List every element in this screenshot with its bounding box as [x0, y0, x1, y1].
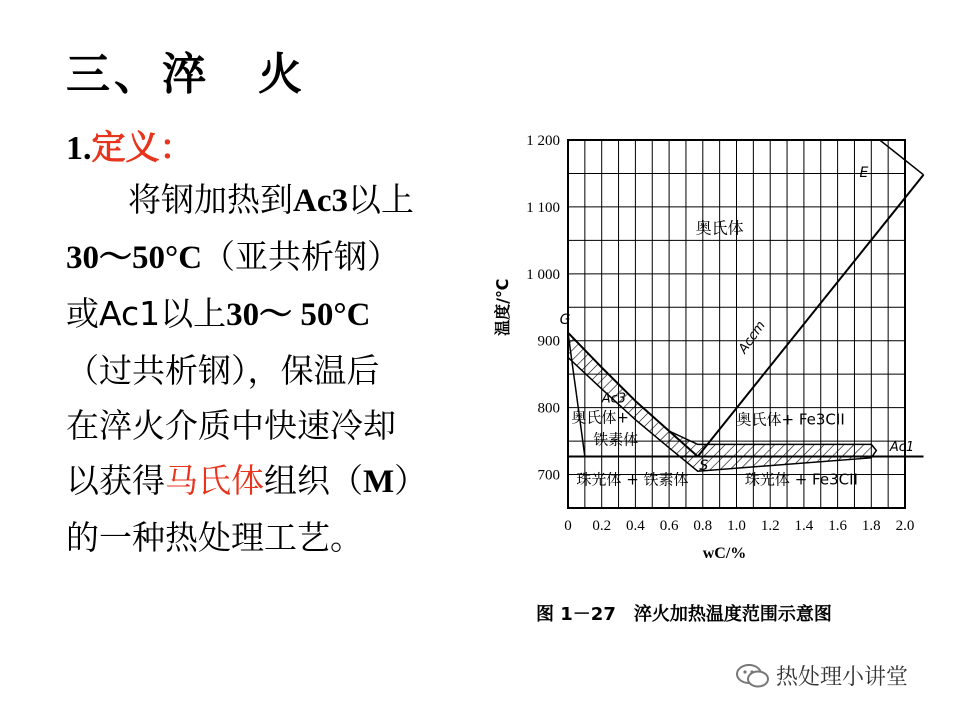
x-tick-label: 2.0 — [895, 518, 915, 534]
region-label: S — [699, 457, 709, 474]
watermark — [736, 660, 908, 691]
body-text-6c: 组织（ — [264, 461, 363, 500]
body-text-6a: 以获得 — [66, 461, 165, 500]
region-label: 奥氏体+ — [571, 408, 629, 427]
region-label: 珠光体 + 铁素体 — [576, 470, 689, 489]
x-tick-label: 0.6 — [659, 518, 679, 534]
region-label: 奥氏体 — [695, 218, 744, 238]
martensite-highlight: 马氏体 — [165, 461, 264, 500]
region-label: Ac3 — [601, 391, 627, 407]
y-axis-label: 温度/℃ — [493, 278, 512, 336]
body-text-1b: Ac3 — [293, 183, 348, 219]
watermark-text: 热处理小讲堂 — [776, 665, 909, 690]
y-tick-label: 800 — [537, 400, 560, 417]
body-text-7: 的一种热处理工艺。 — [66, 518, 363, 557]
body-text-4: （过共析钢），保温后 — [66, 351, 380, 390]
body-text-3a: 或Ac1以上 — [66, 294, 227, 333]
chart-labels — [493, 165, 914, 562]
definition-number: 1. — [66, 130, 92, 167]
region-label: G — [559, 312, 571, 328]
x-tick-label: 1.6 — [828, 518, 847, 534]
slide-title: 三、淬 火 — [66, 49, 306, 100]
x-tick-label: 0.4 — [626, 518, 645, 534]
region-label: 铁素体 — [593, 430, 639, 449]
x-tick-label: 0.2 — [592, 518, 612, 534]
x-tick-label: 1.0 — [727, 518, 746, 534]
x-tick-label: 1.2 — [760, 518, 780, 534]
x-tick-label: 1.4 — [794, 518, 814, 534]
region-label: Accm — [735, 318, 769, 357]
region-label: 珠光体 + Fe3CII — [744, 470, 858, 489]
body-text-3b: 30～ 50°C — [226, 297, 371, 333]
body-text-5: 在淬火介质中快速冷却 — [66, 406, 396, 445]
figure-caption: 图 1－27 淬火加热温度范围示意图 — [536, 604, 832, 625]
body-text-1c: 以上 — [347, 180, 414, 219]
y-tick-label: 900 — [537, 333, 560, 350]
y-tick-label: 1 100 — [526, 199, 560, 216]
region-label: 奥氏体+ Fe3CII — [736, 410, 845, 429]
body-text-2b: （亚共析钢） — [202, 237, 401, 276]
x-tick-label: 0 — [564, 518, 572, 534]
body-text-2: 30～50°C — [66, 240, 203, 276]
definition-label: 定义： — [91, 128, 194, 168]
x-tick-label: 0.8 — [693, 518, 713, 534]
y-tick-label: 1 000 — [526, 266, 560, 283]
y-tick-label: 1 200 — [526, 133, 560, 149]
fe-c-quench-diagram — [493, 125, 920, 565]
body-text-6e: ） — [394, 461, 428, 500]
definition-body — [66, 172, 466, 565]
region-label: Ac1 — [889, 440, 915, 456]
x-axis-label: wC/% — [702, 545, 747, 562]
body-text-1a: 将钢加热到 — [128, 180, 293, 219]
y-tick-label: 700 — [537, 467, 560, 484]
wechat-icon — [736, 663, 770, 689]
body-text-6d: M — [363, 464, 395, 500]
x-tick-label: 1.8 — [861, 518, 881, 534]
definition-heading — [66, 120, 194, 169]
curve-e-upper — [880, 140, 924, 175]
region-label: E — [859, 164, 869, 181]
